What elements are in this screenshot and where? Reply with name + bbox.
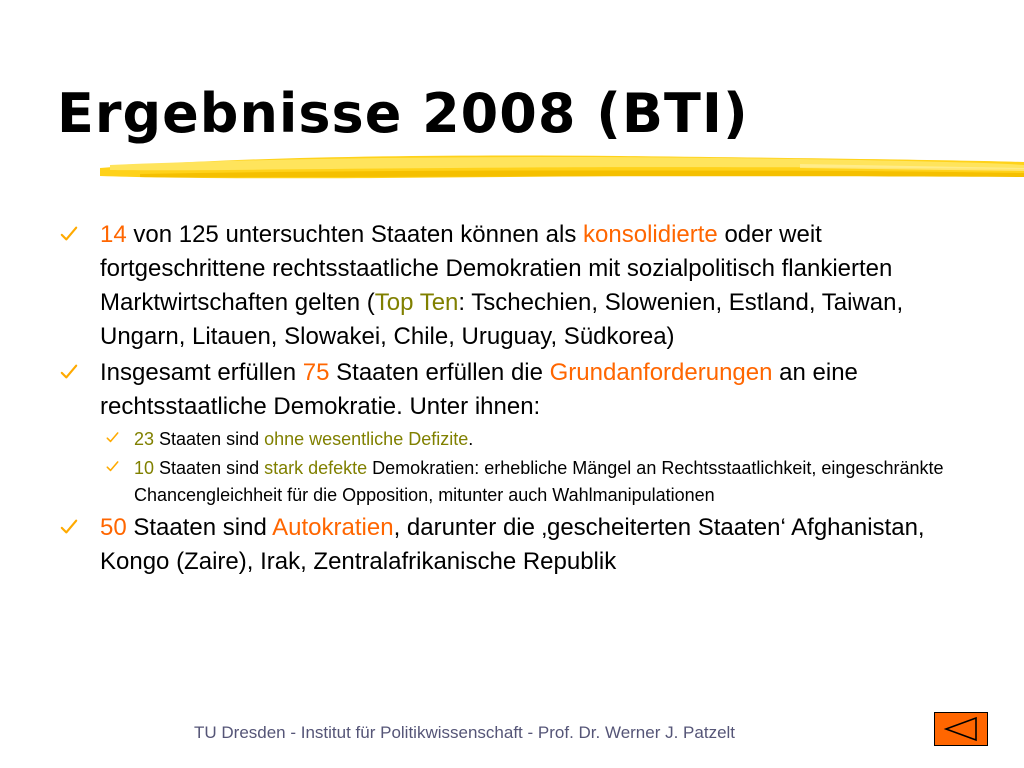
checkmark-icon — [106, 431, 119, 444]
bullet-text-segment: oder weit fortgeschrittene rechtsstaatliche Demokratien mit sozialpolitisch flankierten Marktwirtschaften gelten ( — [100, 221, 893, 316]
bullet-text-segment: Demokratien: erhebliche Mängel an Rechtsstaatlichkeit, eingeschränkte Chancengleichheit für die Opposition, mitunter auch Wahlmanipulationen — [134, 458, 944, 505]
highlighted-term: 10 — [134, 458, 155, 478]
bullet-text-segment: Staaten sind — [154, 458, 265, 478]
bullet-text-segment: Staaten sind — [154, 429, 265, 449]
footer-text: TU Dresden - Institut für Politikwissenschaft - Prof. Dr. Werner J. Patzelt — [194, 723, 736, 742]
bullet-text — [100, 359, 858, 420]
highlighted-term: stark defekte — [264, 458, 368, 478]
title-underline-brush — [100, 146, 1024, 190]
bullet-text — [100, 514, 925, 575]
highlighted-term: Grundanforderungen — [549, 359, 773, 386]
highlighted-term: Autokratien — [272, 514, 394, 541]
highlighted-term: Top Ten — [374, 289, 459, 316]
bullet-text-segment: , darunter die ‚gescheiterten Staaten‘ Afghanistan, Kongo (Zaire), Irak, Zentralafrikanische Republik — [100, 514, 925, 575]
bullet-list — [60, 218, 990, 581]
highlighted-term: konsolidierte — [583, 221, 718, 248]
bullet-item — [60, 218, 990, 354]
highlighted-term: ohne wesentliche Defizite — [264, 429, 469, 449]
bullet-text — [100, 221, 903, 350]
highlighted-term: 23 — [134, 429, 155, 449]
slide-title: Ergebnisse 2008 (BTI) — [57, 82, 749, 145]
checkmark-icon — [60, 363, 78, 381]
checkmark-icon — [106, 460, 119, 473]
triangle-left-icon — [942, 716, 982, 742]
highlighted-term: 14 — [100, 221, 127, 248]
bullet-text-segment: von 125 untersuchten Staaten können als — [126, 221, 584, 248]
highlighted-term: 50 — [100, 514, 127, 541]
sub-bullet-item — [106, 426, 990, 453]
checkmark-icon — [60, 225, 78, 243]
bullet-text-segment: an eine rechtsstaatliche Demokratie. Unter ihnen: — [100, 359, 858, 420]
bullet-text-segment: : Tschechien, Slowenien, Estland, Taiwan, Ungarn, Litauen, Slowakei, Chile, Uruguay, Südkorea) — [100, 289, 904, 350]
bullet-text-segment: Staaten sind — [126, 514, 273, 541]
sub-bullet-item — [106, 455, 990, 509]
bullet-item — [60, 511, 990, 579]
checkmark-icon — [60, 518, 78, 536]
highlighted-term: 75 — [302, 359, 330, 386]
bullet-text-segment: . — [468, 429, 474, 449]
back-button[interactable] — [934, 712, 988, 746]
bullet-text — [134, 429, 473, 449]
bullet-text-segment: Insgesamt erfüllen — [100, 359, 303, 386]
bullet-text-segment: Staaten erfüllen die — [329, 359, 550, 386]
bullet-text — [134, 458, 943, 505]
bullet-item — [60, 356, 990, 424]
